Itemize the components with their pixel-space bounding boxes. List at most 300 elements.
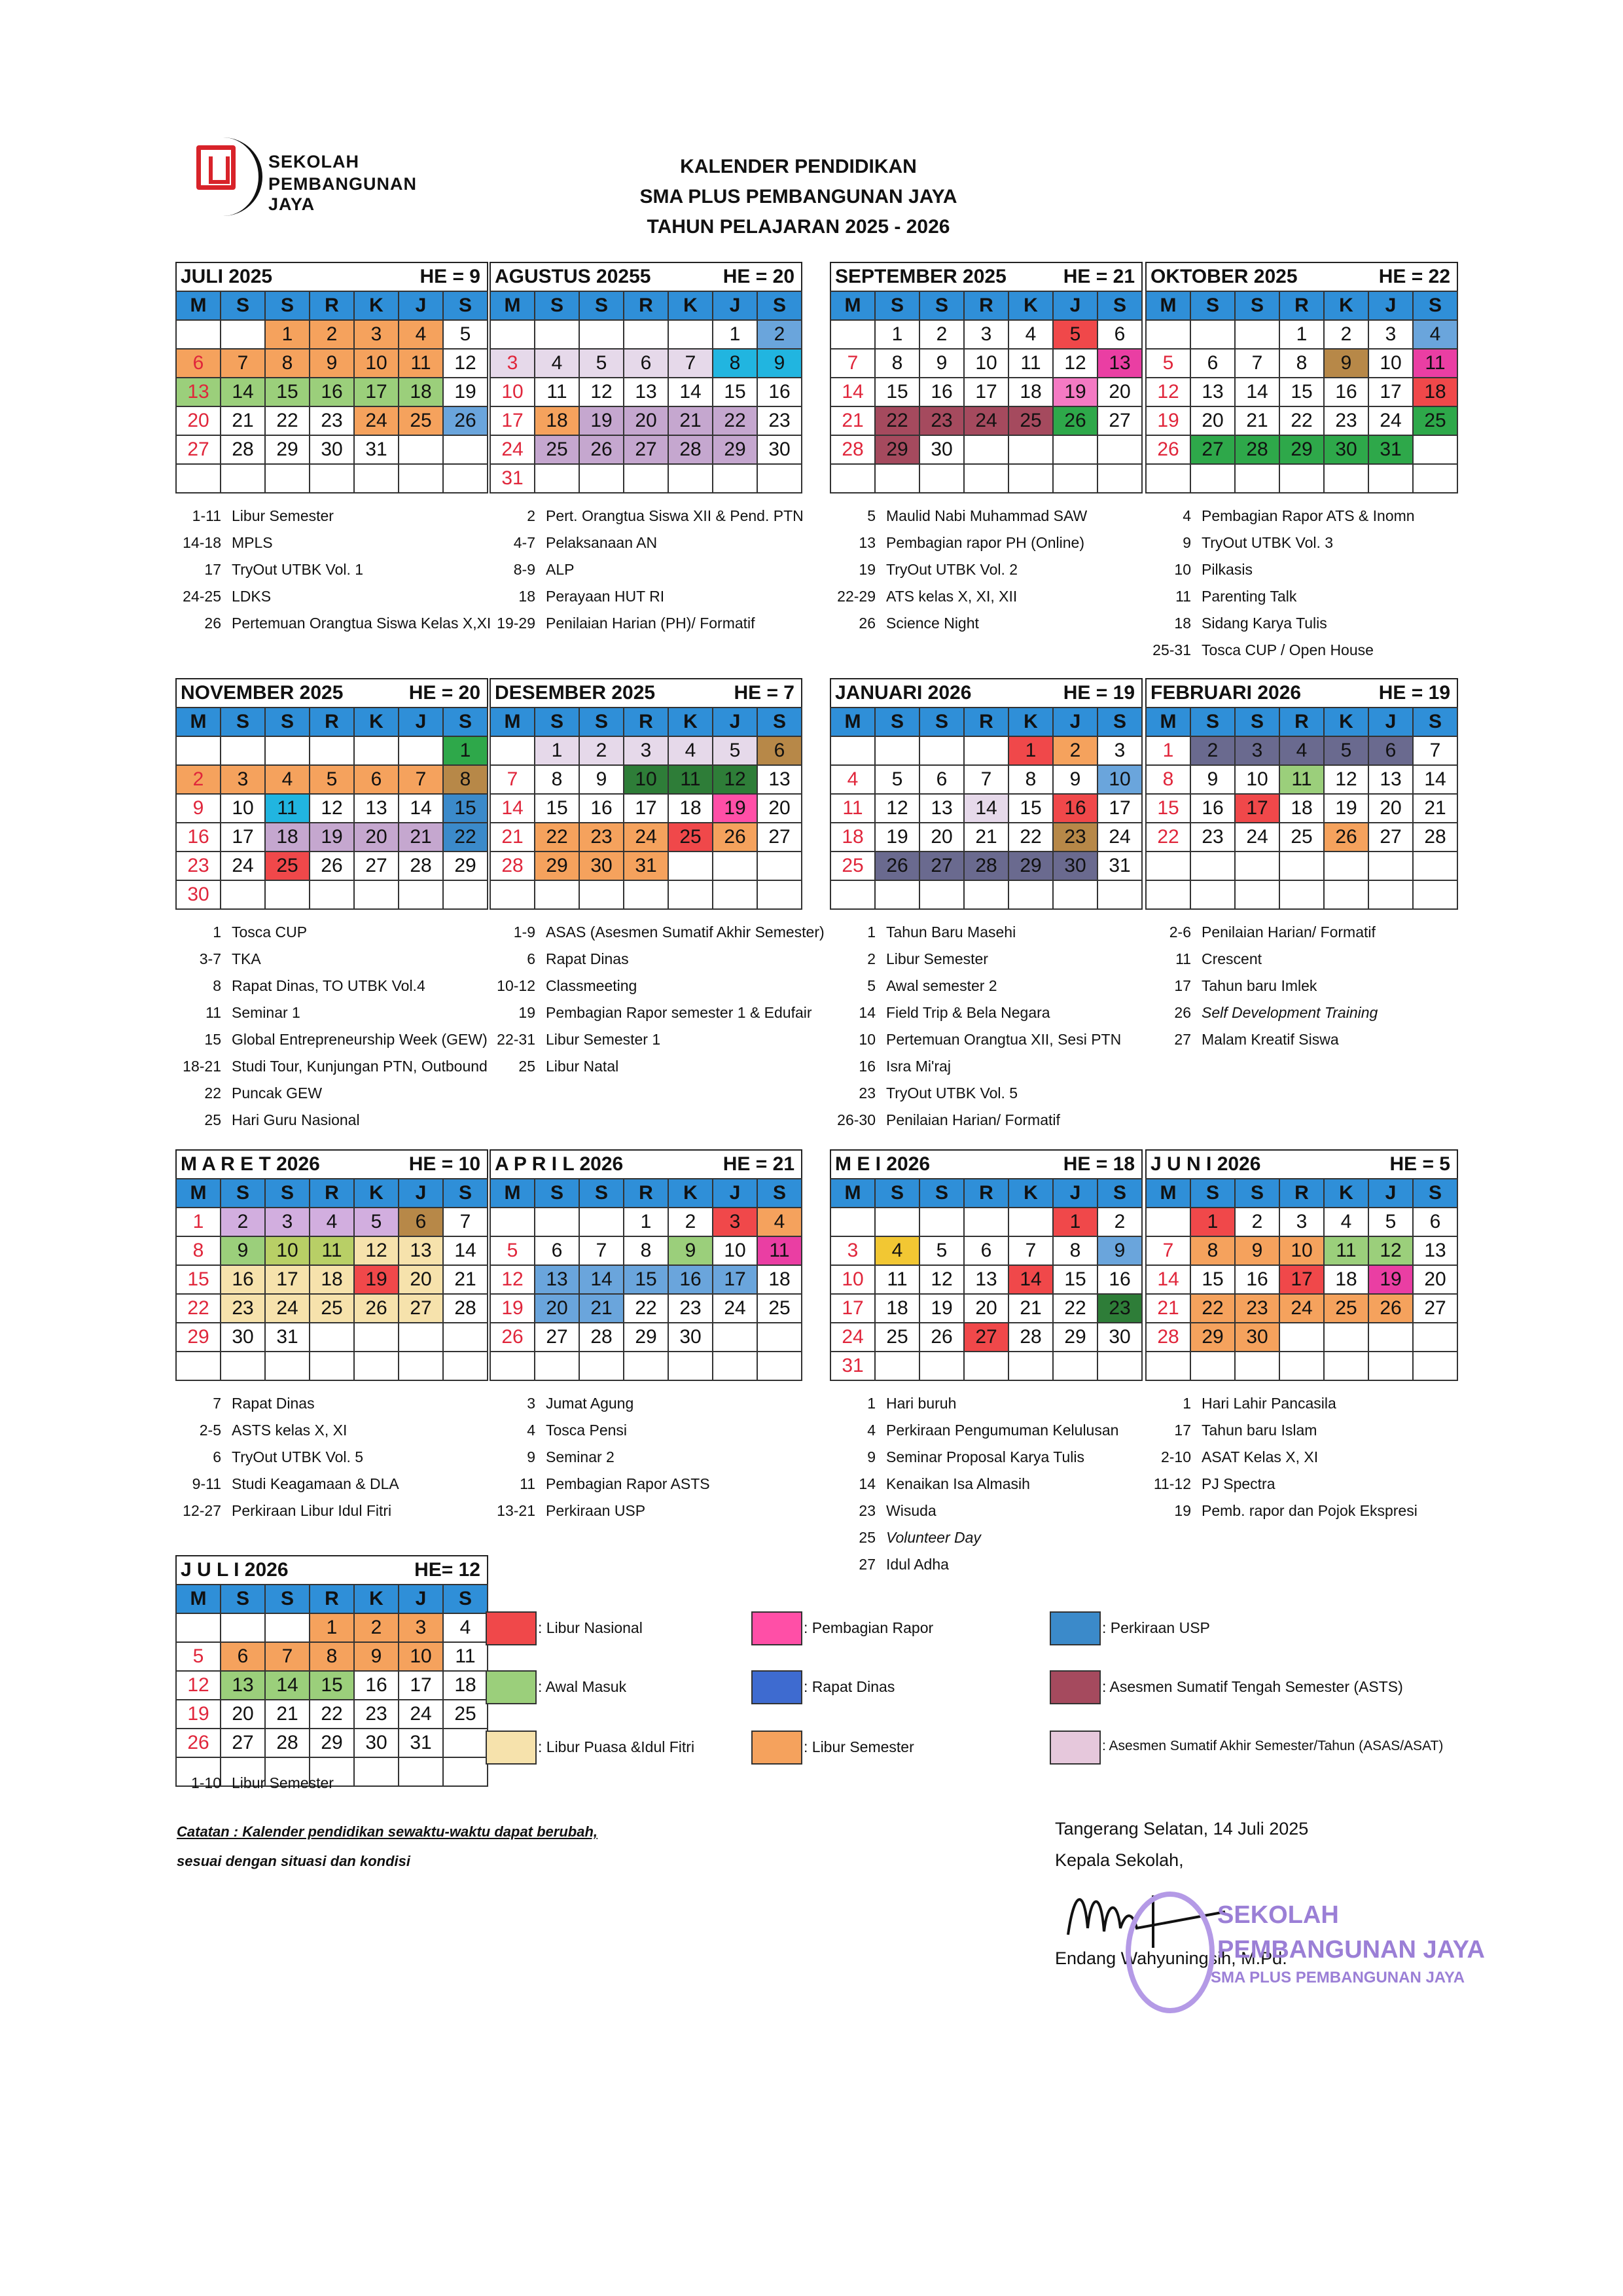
day-cell: 19 xyxy=(176,1700,221,1729)
event-item xyxy=(490,1026,825,1053)
weekday-label: S xyxy=(757,708,802,736)
weekday-label: S xyxy=(579,708,624,736)
event-item xyxy=(175,1053,488,1080)
day-cell: 13 xyxy=(624,378,668,406)
day-cell: 6 xyxy=(1097,320,1142,349)
day-cell: 10 xyxy=(265,1236,310,1265)
day-cell: 7 xyxy=(1146,1236,1190,1265)
day-cell: 18 xyxy=(265,823,310,852)
day-cell: 2 xyxy=(668,1208,713,1236)
day-cell xyxy=(1053,435,1097,464)
weekday-label: R xyxy=(1279,708,1324,736)
day-cell: 14 xyxy=(265,1671,310,1700)
event-item xyxy=(1145,583,1415,610)
day-cell: 3 xyxy=(1097,736,1142,765)
signature-name: Endang Wahyuningsih, M.Pd. xyxy=(1055,1948,1287,1968)
week-row xyxy=(830,406,1142,435)
weekday-label: S xyxy=(221,291,265,320)
day-cell xyxy=(919,880,964,909)
event-date: 18-21 xyxy=(183,1058,221,1075)
day-cell: 30 xyxy=(1235,1323,1279,1352)
legend-swatch xyxy=(1050,1611,1101,1645)
day-cell: 9 xyxy=(354,1642,399,1671)
day-cell: 25 xyxy=(443,1700,488,1729)
day-cell: 7 xyxy=(579,1236,624,1265)
day-cell: 2 xyxy=(1190,736,1235,765)
weekday-label: S xyxy=(535,1179,579,1208)
event-date: 4 xyxy=(867,1422,876,1439)
event-date: 23 xyxy=(859,1085,876,1102)
event-item xyxy=(490,503,804,529)
day-cell: 21 xyxy=(964,823,1008,852)
month-events xyxy=(1145,919,1378,1053)
day-cell xyxy=(1008,435,1053,464)
event-item xyxy=(1145,999,1378,1026)
day-cell: 10 xyxy=(399,1642,443,1671)
day-cell: 4 xyxy=(1324,1208,1368,1236)
event-item xyxy=(490,1053,825,1080)
day-cell: 15 xyxy=(1190,1265,1235,1294)
month-name: SEPTEMBER 2025 xyxy=(835,266,1007,287)
event-label: Tosca CUP / Open House xyxy=(1202,641,1374,658)
day-cell xyxy=(221,320,265,349)
day-cell: 20 xyxy=(1190,406,1235,435)
day-cell: 3 xyxy=(354,320,399,349)
day-cell: 9 xyxy=(1235,1236,1279,1265)
day-cell xyxy=(176,736,221,765)
weekday-label: R xyxy=(1279,1179,1324,1208)
month-header xyxy=(1145,678,1458,707)
event-item xyxy=(175,503,491,529)
day-cell xyxy=(964,1352,1008,1380)
month-calendar xyxy=(830,262,1143,493)
week-row xyxy=(830,464,1142,493)
day-cell: 24 xyxy=(1368,406,1413,435)
day-cell: 11 xyxy=(668,765,713,794)
day-cell: 4 xyxy=(830,765,875,794)
event-label: Penilaian Harian/ Formatif xyxy=(1202,924,1376,941)
day-cell: 11 xyxy=(830,794,875,823)
event-item xyxy=(175,1444,399,1471)
weekday-label: S xyxy=(579,1179,624,1208)
event-item xyxy=(175,583,491,610)
day-cell: 12 xyxy=(443,349,488,378)
event-date: 11 xyxy=(520,1475,535,1492)
day-cell: 27 xyxy=(1368,823,1413,852)
day-cell xyxy=(354,880,399,909)
day-cell: 4 xyxy=(310,1208,354,1236)
day-cell: 14 xyxy=(443,1236,488,1265)
weekday-header-row xyxy=(830,291,1142,320)
day-cell: 18 xyxy=(443,1671,488,1700)
weekday-label: M xyxy=(490,708,535,736)
day-cell: 25 xyxy=(1324,1294,1368,1323)
day-cell xyxy=(757,464,802,493)
day-cell: 2 xyxy=(176,765,221,794)
event-date: 19-29 xyxy=(497,615,535,632)
day-cell: 15 xyxy=(443,794,488,823)
day-cell: 9 xyxy=(176,794,221,823)
day-cell: 8 xyxy=(1053,1236,1097,1265)
day-cell xyxy=(875,464,919,493)
month-calendar xyxy=(175,1149,488,1381)
weekday-label: K xyxy=(668,291,713,320)
weekday-label: J xyxy=(1053,708,1097,736)
day-cell: 6 xyxy=(757,736,802,765)
day-cell xyxy=(265,1613,310,1642)
weekday-label: S xyxy=(1413,708,1457,736)
legend-swatch xyxy=(486,1731,537,1765)
event-date: 25 xyxy=(204,1111,221,1128)
week-row xyxy=(1146,349,1457,378)
month-events xyxy=(830,503,1087,637)
day-cell: 16 xyxy=(1235,1265,1279,1294)
day-cell: 8 xyxy=(713,349,757,378)
day-cell xyxy=(964,880,1008,909)
day-cell xyxy=(668,852,713,880)
month-header xyxy=(175,262,488,291)
day-cell: 8 xyxy=(265,349,310,378)
day-cell: 15 xyxy=(176,1265,221,1294)
weekday-label: S xyxy=(535,708,579,736)
day-cell xyxy=(535,320,579,349)
event-label: Libur Semester xyxy=(232,1774,334,1791)
day-cell: 5 xyxy=(310,765,354,794)
event-item xyxy=(830,556,1087,583)
week-row xyxy=(490,349,802,378)
event-date: 25 xyxy=(518,1058,535,1075)
day-cell: 7 xyxy=(443,1208,488,1236)
stamp-ring-icon xyxy=(1126,1892,1215,2013)
event-date: 26 xyxy=(1174,1004,1191,1021)
day-cell: 5 xyxy=(1146,349,1190,378)
title-line: TAHUN PELAJARAN 2025 - 2026 xyxy=(647,216,950,238)
day-cell: 21 xyxy=(1146,1294,1190,1323)
day-cell: 28 xyxy=(443,1294,488,1323)
event-label: TKA xyxy=(232,950,261,967)
effective-days: HE = 20 xyxy=(408,682,480,704)
day-cell xyxy=(1324,1323,1368,1352)
day-cell: 30 xyxy=(1097,1323,1142,1352)
day-cell xyxy=(668,464,713,493)
day-cell xyxy=(1368,464,1413,493)
weekday-label: J xyxy=(713,708,757,736)
week-row xyxy=(490,1265,802,1294)
day-cell: 25 xyxy=(830,852,875,880)
day-cell: 4 xyxy=(875,1236,919,1265)
day-cell: 13 xyxy=(1097,349,1142,378)
weekday-label: R xyxy=(310,1585,354,1613)
day-cell xyxy=(875,1352,919,1380)
day-cell: 15 xyxy=(1053,1265,1097,1294)
event-item xyxy=(1145,503,1415,529)
month-table xyxy=(175,291,488,493)
day-cell xyxy=(1190,1352,1235,1380)
day-cell: 5 xyxy=(875,765,919,794)
event-item xyxy=(1145,1390,1418,1417)
event-date: 25 xyxy=(859,1529,876,1546)
month-table xyxy=(175,707,488,910)
event-label: Field Trip & Bela Negara xyxy=(886,1004,1050,1021)
day-cell: 10 xyxy=(1097,765,1142,794)
note-block xyxy=(177,1817,597,1876)
month-events xyxy=(490,503,804,637)
week-row xyxy=(830,1265,1142,1294)
day-cell: 30 xyxy=(310,435,354,464)
day-cell: 19 xyxy=(490,1294,535,1323)
day-cell: 7 xyxy=(1008,1236,1053,1265)
week-row xyxy=(830,1352,1142,1380)
day-cell xyxy=(919,1352,964,1380)
event-item xyxy=(490,946,825,973)
legend-label: : Asesmen Sumatif Tengah Semester (ASTS) xyxy=(1102,1678,1403,1695)
weekday-label: K xyxy=(1008,291,1053,320)
day-cell: 9 xyxy=(668,1236,713,1265)
day-cell: 19 xyxy=(579,406,624,435)
weekday-header-row xyxy=(1146,291,1457,320)
day-cell: 13 xyxy=(176,378,221,406)
event-date: 15 xyxy=(204,1031,221,1048)
day-cell: 30 xyxy=(221,1323,265,1352)
weekday-label: S xyxy=(535,291,579,320)
day-cell: 11 xyxy=(1008,349,1053,378)
event-label: Wisuda xyxy=(886,1502,936,1519)
month-table xyxy=(830,707,1143,910)
event-item xyxy=(175,1390,399,1417)
event-date: 18 xyxy=(1174,615,1191,632)
day-cell: 2 xyxy=(1097,1208,1142,1236)
event-label: Perkiraan Libur Idul Fitri xyxy=(232,1502,392,1519)
weekday-label: J xyxy=(399,708,443,736)
day-cell: 23 xyxy=(1190,823,1235,852)
event-label: Seminar 2 xyxy=(546,1448,615,1465)
note-line: sesuai dengan situasi dan kondisi xyxy=(177,1853,410,1869)
day-cell xyxy=(443,1352,488,1380)
day-cell: 22 xyxy=(535,823,579,852)
day-cell xyxy=(1279,1323,1324,1352)
day-cell: 19 xyxy=(875,823,919,852)
day-cell: 20 xyxy=(1097,378,1142,406)
week-row xyxy=(830,765,1142,794)
weekday-header-row xyxy=(490,1179,802,1208)
week-row xyxy=(1146,378,1457,406)
event-date: 19 xyxy=(859,561,876,578)
day-cell: 28 xyxy=(265,1729,310,1757)
weekday-label: M xyxy=(490,291,535,320)
event-item xyxy=(175,1080,488,1107)
event-date: 8 xyxy=(213,977,221,994)
week-row xyxy=(830,349,1142,378)
week-row xyxy=(176,1613,488,1642)
day-cell: 3 xyxy=(399,1613,443,1642)
day-cell xyxy=(354,464,399,493)
day-cell: 16 xyxy=(1053,794,1097,823)
day-cell: 27 xyxy=(535,1323,579,1352)
day-cell: 27 xyxy=(354,852,399,880)
event-date: 1 xyxy=(867,924,876,941)
day-cell: 20 xyxy=(221,1700,265,1729)
week-row xyxy=(176,880,488,909)
day-cell: 21 xyxy=(399,823,443,852)
day-cell: 25 xyxy=(265,852,310,880)
day-cell xyxy=(354,1757,399,1786)
month-calendar xyxy=(175,678,488,910)
school-logo xyxy=(193,137,468,223)
event-label: Perkiraan USP xyxy=(546,1502,646,1519)
event-label: Tahun baru Islam xyxy=(1202,1422,1317,1439)
event-item xyxy=(830,1551,1118,1578)
day-cell: 6 xyxy=(1413,1208,1457,1236)
day-cell: 18 xyxy=(310,1265,354,1294)
day-cell xyxy=(875,1208,919,1236)
weekday-header-row xyxy=(490,708,802,736)
event-label: Libur Semester 1 xyxy=(546,1031,661,1048)
day-cell xyxy=(624,464,668,493)
event-item xyxy=(175,1107,488,1134)
day-cell: 29 xyxy=(713,435,757,464)
day-cell: 30 xyxy=(919,435,964,464)
day-cell: 28 xyxy=(490,852,535,880)
week-row xyxy=(490,1294,802,1323)
day-cell: 26 xyxy=(176,1729,221,1757)
day-cell: 4 xyxy=(1279,736,1324,765)
day-cell: 1 xyxy=(1190,1208,1235,1236)
weekday-label: S xyxy=(221,1179,265,1208)
week-row xyxy=(176,765,488,794)
day-cell: 12 xyxy=(1324,765,1368,794)
day-cell: 17 xyxy=(1368,378,1413,406)
effective-days: HE = 7 xyxy=(734,682,794,704)
event-label: Maulid Nabi Muhammad SAW xyxy=(886,507,1088,524)
event-label: ASAT Kelas X, XI xyxy=(1202,1448,1319,1465)
day-cell: 2 xyxy=(1324,320,1368,349)
weekday-label: R xyxy=(310,1179,354,1208)
day-cell xyxy=(399,1352,443,1380)
event-item xyxy=(830,919,1121,946)
month-events xyxy=(175,1770,334,1797)
day-cell: 1 xyxy=(1146,736,1190,765)
event-item xyxy=(175,1026,488,1053)
day-cell xyxy=(757,880,802,909)
day-cell: 7 xyxy=(1235,349,1279,378)
month-calendar xyxy=(830,1149,1143,1381)
day-cell: 22 xyxy=(443,823,488,852)
month-name: J U L I 2026 xyxy=(181,1559,289,1581)
weekday-label: J xyxy=(1368,1179,1413,1208)
event-item xyxy=(1145,637,1415,664)
day-cell xyxy=(1053,464,1097,493)
event-label: Pertemuan Orangtua Siswa Kelas X,XI xyxy=(232,615,491,632)
day-cell xyxy=(310,464,354,493)
day-cell: 1 xyxy=(265,320,310,349)
day-cell: 28 xyxy=(399,852,443,880)
event-item xyxy=(175,556,491,583)
day-cell xyxy=(713,464,757,493)
week-row xyxy=(176,794,488,823)
day-cell: 23 xyxy=(919,406,964,435)
weekday-label: S xyxy=(1190,291,1235,320)
week-row xyxy=(830,1294,1142,1323)
event-date: 2 xyxy=(867,950,876,967)
day-cell xyxy=(399,736,443,765)
day-cell: 3 xyxy=(624,736,668,765)
weekday-label: S xyxy=(265,1585,310,1613)
weekday-label: R xyxy=(624,1179,668,1208)
week-row xyxy=(1146,736,1457,765)
day-cell xyxy=(1324,464,1368,493)
event-label: Rapat Dinas, TO UTBK Vol.4 xyxy=(232,977,425,994)
event-date: 11 xyxy=(1175,588,1191,605)
day-cell: 15 xyxy=(535,794,579,823)
school-stamp xyxy=(1126,1878,1544,2029)
day-cell: 1 xyxy=(443,736,488,765)
day-cell: 15 xyxy=(310,1671,354,1700)
legend-swatch xyxy=(486,1670,537,1704)
day-cell: 20 xyxy=(964,1294,1008,1323)
day-cell: 20 xyxy=(176,406,221,435)
event-label: Malam Kreatif Siswa xyxy=(1202,1031,1339,1048)
day-cell xyxy=(1190,880,1235,909)
week-row xyxy=(490,765,802,794)
weekday-label: M xyxy=(176,291,221,320)
day-cell xyxy=(1190,320,1235,349)
day-cell: 17 xyxy=(1235,794,1279,823)
day-cell xyxy=(1368,852,1413,880)
day-cell: 24 xyxy=(265,1294,310,1323)
day-cell: 9 xyxy=(757,349,802,378)
day-cell: 4 xyxy=(265,765,310,794)
event-label: TryOut UTBK Vol. 1 xyxy=(232,561,364,578)
day-cell xyxy=(1413,852,1457,880)
day-cell: 9 xyxy=(1324,349,1368,378)
event-item xyxy=(830,1053,1121,1080)
month-events xyxy=(175,919,488,1134)
week-row xyxy=(830,736,1142,765)
month-calendar xyxy=(1145,1149,1458,1381)
day-cell: 2 xyxy=(310,320,354,349)
day-cell: 29 xyxy=(1190,1323,1235,1352)
day-cell: 13 xyxy=(757,765,802,794)
event-item xyxy=(830,1444,1118,1471)
legend-label: : Pembagian Rapor xyxy=(804,1619,934,1636)
weekday-header-row xyxy=(176,708,488,736)
day-cell: 12 xyxy=(1053,349,1097,378)
day-cell: 27 xyxy=(176,435,221,464)
event-label: LDKS xyxy=(232,588,272,605)
day-cell xyxy=(964,1208,1008,1236)
day-cell: 13 xyxy=(354,794,399,823)
event-item xyxy=(830,583,1087,610)
day-cell xyxy=(310,1323,354,1352)
week-row xyxy=(176,1265,488,1294)
day-cell xyxy=(830,320,875,349)
day-cell xyxy=(1413,880,1457,909)
day-cell: 20 xyxy=(1413,1265,1457,1294)
day-cell: 7 xyxy=(830,349,875,378)
weekday-label: S xyxy=(221,1585,265,1613)
day-cell: 9 xyxy=(919,349,964,378)
day-cell: 20 xyxy=(354,823,399,852)
day-cell: 25 xyxy=(757,1294,802,1323)
day-cell xyxy=(1097,435,1142,464)
day-cell: 3 xyxy=(490,349,535,378)
event-date: 16 xyxy=(859,1058,876,1075)
day-cell xyxy=(265,880,310,909)
day-cell: 12 xyxy=(1146,378,1190,406)
event-label: Hari Lahir Pancasila xyxy=(1202,1395,1336,1412)
event-label: Rapat Dinas xyxy=(232,1395,315,1412)
day-cell xyxy=(176,320,221,349)
